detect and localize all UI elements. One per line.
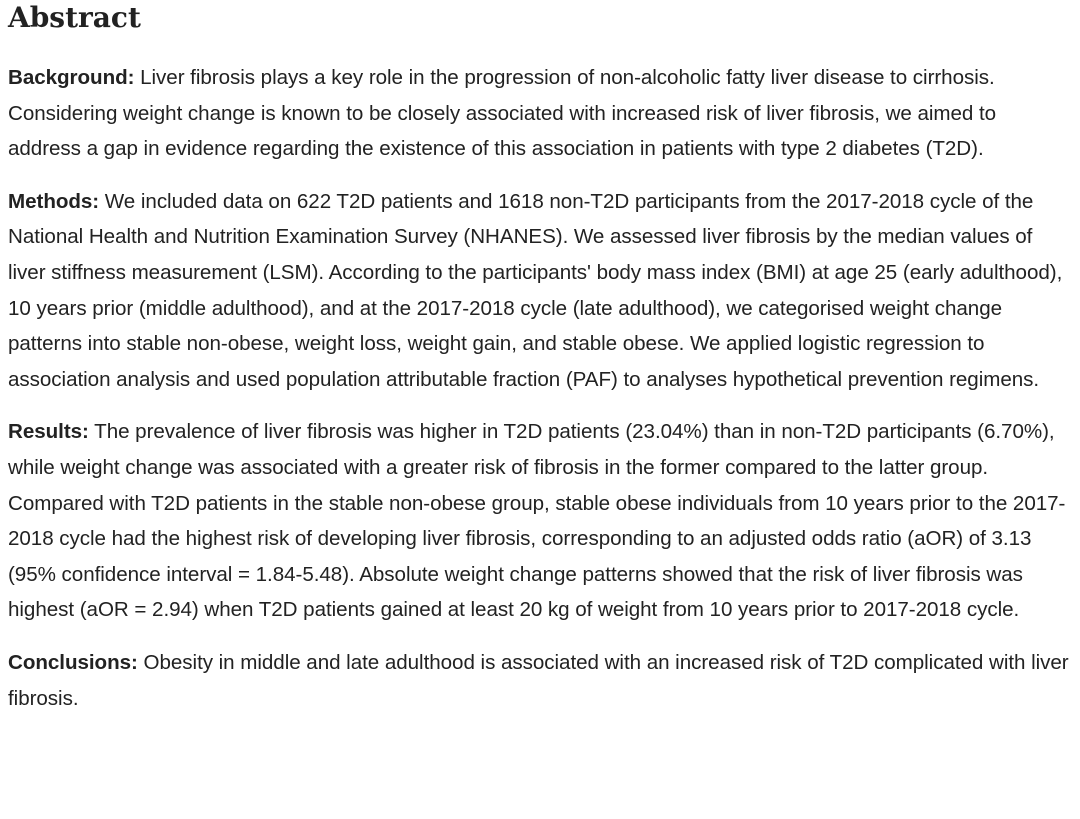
section-text-methods: We included data on 622 T2D patients and 1618 non-T2D participants from the 2017-2018 cycle of the National Health and Nutrition Examination Survey (NHANES). We assessed liver fibrosis by the median values of liver stiffness measurement (LSM). According to the participants' body mass index (BMI) at age 25 (early adulthood), 10 years prior (middle adulthood), and at the 2017-2018 cycle (late adulthood), we categorised weight change patterns into stable non-obese, weight loss, weight gain, and stable obese. We applied logistic regression to association analysis and used population attributable fraction (PAF) to analyses hypothetical prevention regimens.: [8, 189, 1063, 391]
section-label-results: Results:: [8, 420, 89, 444]
abstract-heading: Abstract: [8, 1, 141, 34]
abstract-section-results: [8, 414, 1074, 628]
section-text-conclusions: Obesity in middle and late adulthood is associated with an increased risk of T2D complicated with liver fibrosis.: [8, 650, 1069, 710]
section-text-results: The prevalence of liver fibrosis was higher in T2D patients (23.04%) than in non-T2D participants (6.70%), while weight change was associated with a greater risk of fibrosis in the former compared to the latter group. Compared with T2D patients in the stable non-obese group, stable obese individuals from 10 years prior to the 2017-2018 cycle had the highest risk of developing liver fibrosis, corresponding to an adjusted odds ratio (aOR) of 3.13 (95% confidence interval = 1.84-5.48). Absolute weight change patterns showed that the risk of liver fibrosis was highest (aOR = 2.94) when T2D patients gained at least 20 kg of weight from 10 years prior to 2017-2018 cycle.: [8, 420, 1066, 622]
section-label-conclusions: Conclusions:: [8, 650, 138, 674]
abstract-section-conclusions: [8, 645, 1074, 716]
abstract-section-background: [8, 60, 1074, 167]
section-label-background: Background:: [8, 66, 135, 89]
section-label-methods: Methods:: [8, 189, 100, 213]
abstract-container: [8, 0, 1074, 733]
section-text-background: Liver fibrosis plays a key role in the progression of non-alcoholic fatty liver disease to cirrhosis. Considering weight change is known to be closely associated with increased risk of liver fibrosis, we aimed to address a gap in evidence regarding the existence of this association in patients with type 2 diabetes (T2D).: [8, 66, 997, 161]
abstract-section-methods: [8, 184, 1074, 398]
